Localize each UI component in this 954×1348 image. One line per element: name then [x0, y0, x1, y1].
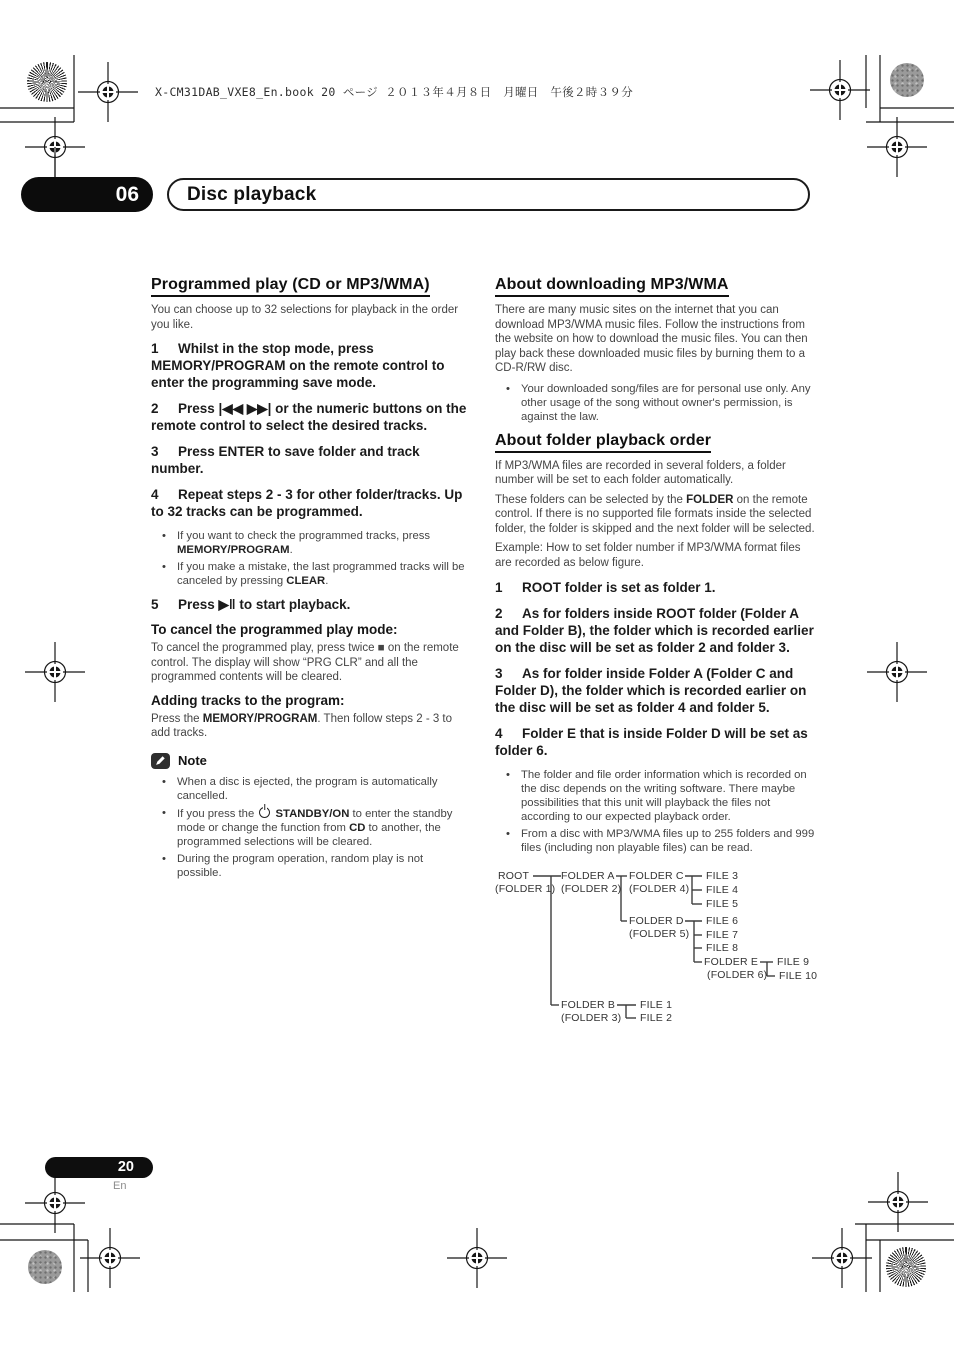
- step-number: 3: [495, 666, 503, 681]
- diagram-label-file-6: FILE 6: [706, 915, 739, 927]
- bullet-item: • The folder and file order information which is recorded on the disc depends on the writing software. There maybe possibilities that this unit will playback the files not according to our expected playback order.: [495, 768, 815, 824]
- diagram-label-file-9: FILE 9: [777, 956, 810, 968]
- note-header: [151, 753, 468, 769]
- step-number: 2: [151, 401, 159, 416]
- note-bullet-list: [151, 775, 468, 880]
- step-text: As for folders inside ROOT folder (Folder A and Folder B), the folder which is recorded earlier on the disc will be set as folder 2 and folder 3.: [495, 606, 814, 655]
- step-5: [151, 596, 468, 613]
- bullet-item: • From a disc with MP3/WMA files up to 255 folders and 999 files (including non playable files) can be read.: [495, 827, 815, 855]
- step-number: 1: [495, 580, 503, 595]
- step-number: 4: [151, 487, 159, 502]
- section-heading-downloading: About downloading MP3/WMA: [495, 276, 729, 297]
- subheading-cancel-program: To cancel the programmed play mode:: [151, 622, 398, 637]
- downloading-bullet-list: [495, 382, 815, 424]
- paragraph-folder-example: Example: How to set folder number if MP3/WMA format files are recorded as below figure.: [495, 542, 801, 569]
- folder-step-1: [495, 579, 815, 596]
- step-text: Press ENTER to save folder and track number.: [151, 444, 420, 476]
- step-text: Press |◀◀ ▶▶| or the numeric buttons on the remote control to select the desired tracks.: [151, 401, 467, 433]
- print-header: X-CM31DAB_VXE8_En.book 20 ページ ２０１３年４月８日 月曜日 午後２時３９分: [155, 85, 634, 99]
- step4-bullet-list: [151, 529, 468, 588]
- diagram-label-file-10: FILE 10: [779, 970, 818, 982]
- folder-step-3: [495, 665, 815, 716]
- step-2: [151, 400, 468, 434]
- folder-step-4: [495, 725, 815, 759]
- diagram-label-folder-b: FOLDER B: [561, 999, 616, 1011]
- paragraph-folder-2: These folders can be selected by the FOLDER on the remote control. If there is no supported file formats inside the selected folder, the folder is skipped and the next folder will be selected.: [495, 493, 815, 535]
- subheading-adding-tracks: Adding tracks to the program:: [151, 692, 345, 708]
- folder-step-2: [495, 605, 815, 656]
- paragraph-folder-1: If MP3/WMA files are recorded in several folders, a folder number will be set to each folder automatically.: [495, 459, 786, 486]
- step-number: 1: [151, 341, 159, 356]
- bullet-item: • Your downloaded song/files are for personal use only. Any other usage of the song without owner's permission, is against the law.: [495, 382, 815, 424]
- bullet-item: • If you press the STANDBY/ON to enter the standby mode or change the function from CD to another, the programmed selections will be cleared.: [151, 806, 468, 849]
- diagram-label-file-7: FILE 7: [706, 929, 739, 941]
- step-number: 5: [151, 597, 159, 612]
- diagram-label-folder-c-num: (FOLDER 4): [629, 883, 690, 895]
- diagram-label-folder-e: FOLDER E: [704, 956, 759, 968]
- bullet-item: • If you want to check the programmed tracks, press MEMORY/PROGRAM.: [151, 529, 468, 557]
- diagram-label-folder-a: FOLDER A: [561, 870, 615, 882]
- diagram-label-folder-d-num: (FOLDER 5): [629, 928, 690, 940]
- diagram-label-file-3: FILE 3: [706, 870, 739, 882]
- chapter-number-badge: 06: [21, 177, 153, 212]
- diagram-label-folder-a-num: (FOLDER 2): [561, 883, 622, 895]
- page-number-badge: 20: [45, 1157, 153, 1178]
- note-pencil-icon: [151, 753, 170, 769]
- step-number: 4: [495, 726, 503, 741]
- section-heading-programmed-play: Programmed play (CD or MP3/WMA): [151, 276, 430, 297]
- diagram-label-file-4: FILE 4: [706, 884, 739, 896]
- note-label: Note: [178, 753, 207, 768]
- folder-bullet-list: [495, 768, 815, 855]
- diagram-label-folder-d: FOLDER D: [629, 915, 684, 927]
- diagram-label-file-5: FILE 5: [706, 898, 739, 910]
- bullet-item: • When a disc is ejected, the program is automatically cancelled.: [151, 775, 468, 803]
- step-text: As for folder inside Folder A (Folder C and Folder D), the folder which is recorded earlier on the disc will be set as folder 4 and folder 5.: [495, 666, 807, 715]
- paragraph-adding: Press the MEMORY/PROGRAM. Then follow steps 2 - 3 to add tracks.: [151, 712, 453, 739]
- step-text: Folder E that is inside Folder D will be set as folder 6.: [495, 726, 808, 758]
- paragraph-downloading: There are many music sites on the internet that you can download MP3/WMA music files. Follow the instructions from the website on how to download the music files. You can then play back these downloaded music files by burning them to a CD-R/RW disc.: [495, 304, 808, 374]
- step-text: Whilst in the stop mode, press MEMORY/PROGRAM on the remote control to enter the programming save mode.: [151, 341, 445, 390]
- step-3: [151, 443, 468, 477]
- power-icon: [259, 807, 270, 818]
- diagram-label-folder-e-num: (FOLDER 6): [707, 969, 768, 981]
- section-heading-folder-order: About folder playback order: [495, 432, 711, 453]
- step-text: Press ▶‖ to start playback.: [178, 597, 351, 612]
- step-4: [151, 486, 468, 520]
- diagram-label-file-2: FILE 2: [640, 1012, 673, 1024]
- right-column: [495, 276, 818, 1030]
- diagram-label-file-1: FILE 1: [640, 999, 673, 1011]
- diagram-label-root-num: (FOLDER 1): [495, 883, 556, 895]
- page-title: Disc playback: [167, 178, 810, 211]
- step-number: 2: [495, 606, 503, 621]
- diagram-label-folder-c: FOLDER C: [629, 870, 684, 882]
- left-column: [151, 276, 468, 888]
- paragraph-intro: You can choose up to 32 selections for playback in the order you like.: [151, 304, 459, 331]
- language-label: En: [113, 1180, 127, 1192]
- step-1: [151, 340, 468, 391]
- diagram-label-root: ROOT: [498, 870, 530, 882]
- bullet-item: • During the program operation, random play is not possible.: [151, 852, 468, 880]
- step-text: ROOT folder is set as folder 1.: [522, 580, 716, 595]
- paragraph-cancel: To cancel the programmed play, press twice ■ on the remote control. The display will show “PRG CLR” and all the programmed contents will be cleared.: [151, 642, 459, 683]
- folder-diagram: [495, 865, 825, 1030]
- bullet-item: • If you make a mistake, the last programmed tracks will be canceled by pressing CLEAR.: [151, 560, 468, 588]
- step-text: Repeat steps 2 - 3 for other folder/tracks. Up to 32 tracks can be programmed.: [151, 487, 463, 519]
- step-number: 3: [151, 444, 159, 459]
- diagram-label-folder-b-num: (FOLDER 3): [561, 1012, 622, 1024]
- diagram-label-file-8: FILE 8: [706, 942, 739, 954]
